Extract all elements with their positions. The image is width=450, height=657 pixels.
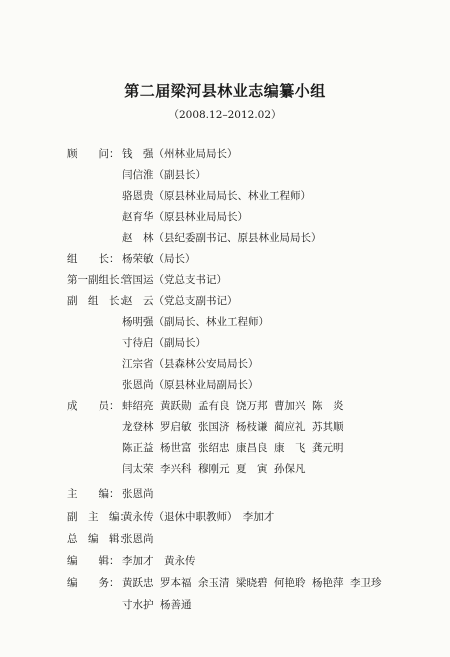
- advisor-entry: 赵 林（县纪委副书记、原县林业局局长）: [122, 232, 322, 244]
- member-name: 龙登林: [122, 421, 154, 433]
- staff-name: 杨艳萍: [312, 577, 344, 589]
- members-label: 成 员：: [67, 400, 120, 412]
- member-name: 罗启敏: [160, 421, 192, 433]
- advisor-entry: 骆恩贵（原县林业局局长、林业工程师）: [122, 190, 311, 202]
- staff-name: 何艳聆: [274, 577, 306, 589]
- member-name: 夏 寅: [236, 463, 268, 475]
- member-name: 蚌绍亮: [122, 400, 154, 412]
- leader-label: 组 长：: [67, 253, 120, 265]
- member-name: 陈 炎: [312, 400, 344, 412]
- member-name: 孟有良: [198, 400, 230, 412]
- editors-label: 编 辑：: [67, 555, 120, 567]
- deputy-entry: 江宗省（县森林公安局局长）: [122, 358, 259, 370]
- deputy-editor-value: 黄永传（退休中职教师） 李加才: [122, 511, 275, 523]
- member-name: 黄跃勋: [160, 400, 192, 412]
- staff-name: 黄跃忠: [122, 577, 154, 589]
- advisors-label: 顾 问：: [67, 148, 120, 160]
- leader-entry: 杨荣敏（局长）: [122, 253, 196, 265]
- member-name: 闫太荣: [122, 463, 154, 475]
- member-name: 穆刚元: [198, 463, 230, 475]
- deputy-entry: 张恩尚（原县林业局副局长）: [122, 379, 259, 391]
- member-name: 曹加兴: [274, 400, 306, 412]
- member-name: 杨枝谦: [236, 421, 268, 433]
- staff-name: 余玉清: [198, 577, 230, 589]
- advisor-entry: 钱 强（州林业局局长）: [122, 148, 238, 160]
- deputy-entry: 寸待启（副局长）: [122, 337, 206, 349]
- member-name: 孙保凡: [274, 463, 306, 475]
- editors-value: 李加才 黄永传: [122, 555, 196, 567]
- member-name: 饶万邦: [236, 400, 268, 412]
- deputy-label: 副 组 长：: [67, 295, 130, 307]
- chief-editor-label: 主 编：: [67, 488, 120, 500]
- advisor-entry: 闫信淮（副县长）: [122, 169, 206, 181]
- member-name: 苏其顺: [312, 421, 344, 433]
- deputy-entry: 杨明强（副局长、林业工程师）: [122, 316, 269, 328]
- staff-name: 罗本福: [160, 577, 192, 589]
- member-name: 杨世富: [160, 442, 192, 454]
- date-range: （2008.12–2012.02）: [168, 109, 282, 121]
- staff-name: 杨善通: [160, 599, 192, 611]
- member-name: 张绍忠: [198, 442, 230, 454]
- first-deputy-label: 第一副组长：: [67, 274, 130, 286]
- staff-label: 编 务：: [67, 577, 120, 589]
- deputy-editor-label: 副 主 编：: [67, 511, 130, 523]
- deputy-entry: 赵 云（党总支副书记）: [122, 295, 238, 307]
- staff-name: 梁晓碧: [236, 577, 268, 589]
- staff-name: 李卫珍: [350, 577, 382, 589]
- member-name: 康昌良: [236, 442, 268, 454]
- member-name: 陈正益: [122, 442, 154, 454]
- editor-in-chief-value: 张恩尚: [122, 533, 154, 545]
- page-title: 第二届梁河县林业志编纂小组: [124, 82, 326, 100]
- editor-in-chief-label: 总 编 辑：: [67, 533, 130, 545]
- member-name: 李兴科: [160, 463, 192, 475]
- member-name: 张国济: [198, 421, 230, 433]
- member-name: 康 飞: [274, 442, 306, 454]
- member-name: 蔺应礼: [274, 421, 306, 433]
- staff-name: 寸水护: [122, 599, 154, 611]
- advisor-entry: 赵育华（原县林业局局长）: [122, 211, 248, 223]
- first-deputy-entry: 管国运（党总支书记）: [122, 274, 227, 286]
- member-name: 龚元明: [312, 442, 344, 454]
- chief-editor-value: 张恩尚: [122, 488, 154, 500]
